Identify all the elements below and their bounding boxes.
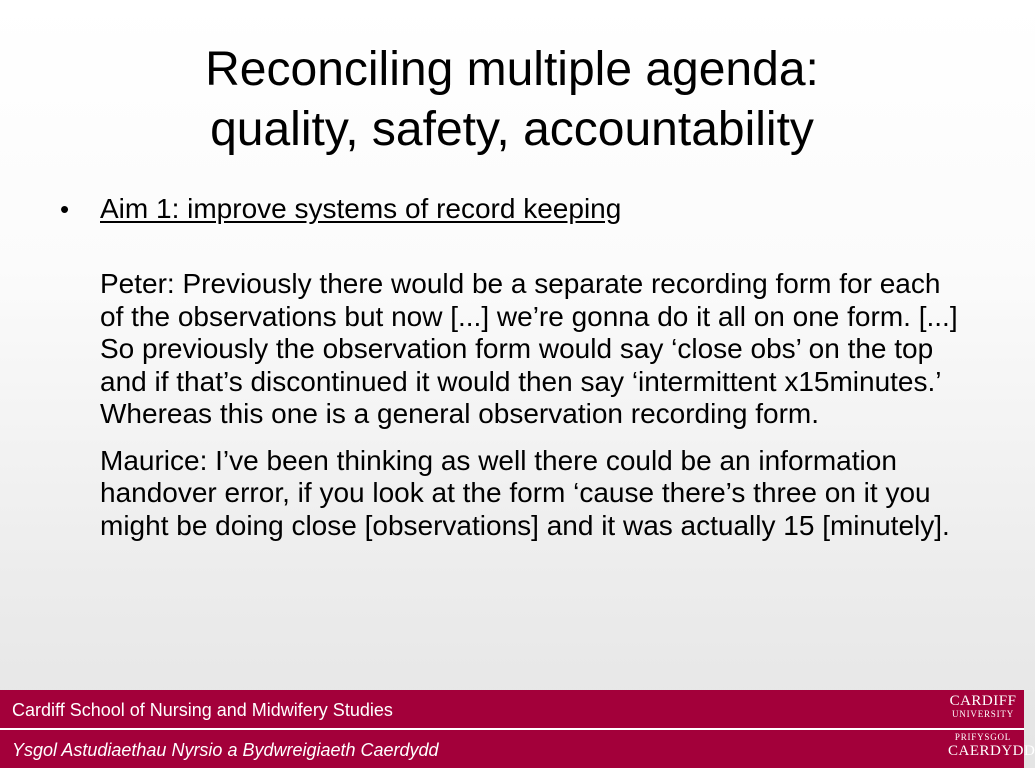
- bullet-item: [60, 190, 960, 228]
- footer-divider: [0, 728, 1024, 730]
- footer-school-name-welsh: Ysgol Astudiaethau Nyrsio a Bydwreigiaeth Caerdydd: [12, 740, 439, 760]
- footer-bar: [0, 690, 1035, 768]
- logo-en-line-1: CARDIFF: [949, 693, 1017, 709]
- slide-title-line-1: Reconciling multiple agenda:: [205, 43, 819, 96]
- cardiff-university-logo: [948, 693, 1018, 720]
- footer-school-name-english: Cardiff School of Nursing and Midwifery Studies: [12, 700, 393, 720]
- slide-title-line-2: quality, safety, accountability: [210, 103, 814, 156]
- slide-content: [60, 190, 960, 542]
- logo-en-line-2: UNIVERSITY: [952, 709, 1014, 719]
- prifysgol-caerdydd-logo: [948, 732, 1035, 760]
- logo-cy-line-2: CAERDYDD: [948, 743, 1035, 759]
- slide-title: [0, 40, 1024, 160]
- bullet-text: Aim 1: improve systems of record keeping: [100, 193, 622, 224]
- quote-peter: Peter: Previously there would be a separate recording form for each of the observations but now [...] we’re gonna do it all on one form. [...] So previously the observation form would say ‘close obs’ on the top and if that’s discontinued it would then say ‘intermittent x15minutes.’ Whereas this one is a general observation recording form.: [100, 268, 958, 429]
- quote-maurice: Maurice: I’ve been thinking as well there could be an information handover error, if you look at the form ‘cause there’s three on it you might be doing close [observations] and it was actually 15 [minutely].: [100, 444, 950, 541]
- logo-cy-line-1: PRIFYSGOL: [954, 732, 1012, 742]
- bullet-icon: •: [60, 194, 70, 224]
